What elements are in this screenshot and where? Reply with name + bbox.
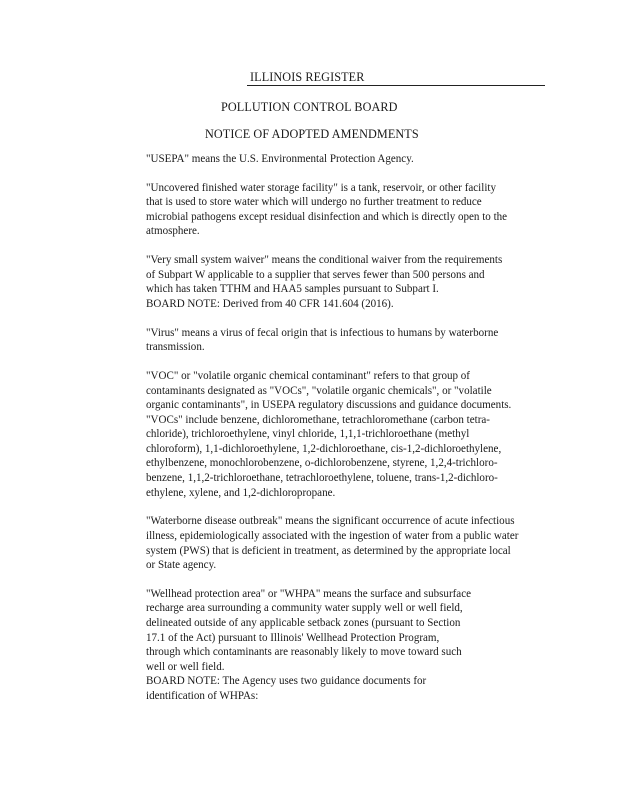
notice-title: NOTICE OF ADOPTED AMENDMENTS xyxy=(205,127,419,141)
paragraph-line: microbial pathogens except residual disinfection and which is directly open to the xyxy=(146,210,508,223)
definition-paragraph xyxy=(146,152,546,167)
paragraph-line: through which contaminants are reasonably likely to move toward such xyxy=(146,646,462,659)
paragraph-line: delineated outside of any applicable setback zones (pursuant to Section xyxy=(146,617,461,629)
paragraph-line: "Virus" means a virus of fecal origin that is infectious to humans by waterborne xyxy=(146,326,499,339)
document-body xyxy=(146,152,546,718)
paragraph-line: or State agency. xyxy=(146,559,217,572)
paragraph-line: ethylene, xylene, and 1,2-dichloropropane. xyxy=(146,486,336,499)
paragraph-line: system (PWS) that is deficient in treatment, as determined by the appropriate local xyxy=(146,544,511,557)
definition-paragraph xyxy=(146,181,546,239)
paragraph-line: identification of WHPAs: xyxy=(146,689,259,702)
header-rule xyxy=(247,85,545,86)
register-title: ILLINOIS REGISTER xyxy=(250,70,365,84)
paragraph-line: chloroform), 1,1-dichloroethylene, 1,2-dichloroethane, cis-1,2-dichloroethylene, xyxy=(146,442,502,455)
definition-paragraph xyxy=(146,514,546,572)
paragraph-line: atmosphere. xyxy=(146,225,200,238)
paragraph-line: organic contaminants", in USEPA regulatory discussions and guidance documents. xyxy=(146,399,512,412)
paragraph-line: benzene, 1,1,2-trichloroethane, tetrachloroethylene, toluene, trans-1,2-dichloro- xyxy=(146,472,498,485)
definition-paragraph xyxy=(146,369,546,500)
paragraph-line: BOARD NOTE: The Agency uses two guidance documents for xyxy=(146,675,427,688)
paragraph-line: "VOC" or "volatile organic chemical contaminant" refers to that group of xyxy=(146,370,470,383)
paragraph-line: ethylbenzene, monochlorobenzene, o-dichlorobenzene, styrene, 1,2,4-trichloro- xyxy=(146,457,498,470)
paragraph-line: "VOCs" include benzene, dichloromethane, tetrachloromethane (carbon tetra- xyxy=(146,413,490,426)
paragraph-line: well or well field. xyxy=(146,660,225,673)
definition-paragraph xyxy=(146,253,546,311)
definition-paragraph xyxy=(146,326,546,355)
paragraph-line: "USEPA" means the U.S. Environmental Protection Agency. xyxy=(146,153,414,165)
paragraph-line: "Wellhead protection area" or "WHPA" means the surface and subsurface xyxy=(146,587,472,600)
definition-paragraph xyxy=(146,587,546,703)
paragraph-line: which has taken TTHM and HAA5 samples pursuant to Subpart I. xyxy=(146,283,439,296)
paragraph-line: contaminants designated as "VOCs", "volatile organic chemicals", or "volatile xyxy=(146,384,492,397)
paragraph-line: chloride), trichloroethylene, vinyl chloride, 1,1,1-trichloroethane (methyl xyxy=(146,428,470,441)
board-title: POLLUTION CONTROL BOARD xyxy=(221,100,398,114)
paragraph-line: that is used to store water which will undergo no further treatment to reduce xyxy=(146,196,482,209)
paragraph-line: "Very small system waiver" means the conditional waiver from the requirements xyxy=(146,254,503,267)
paragraph-line: "Waterborne disease outbreak" means the significant occurrence of acute infectious xyxy=(146,515,515,528)
paragraph-line: 17.1 of the Act) pursuant to Illinois' Wellhead Protection Program, xyxy=(146,631,440,644)
paragraph-line: transmission. xyxy=(146,341,205,354)
paragraph-line: recharge area surrounding a community water supply well or well field, xyxy=(146,602,463,615)
paragraph-line: of Subpart W applicable to a supplier that serves fewer than 500 persons and xyxy=(146,268,485,281)
paragraph-line: BOARD NOTE: Derived from 40 CFR 141.604 (2016). xyxy=(146,297,394,310)
paragraph-line: "Uncovered finished water storage facility" is a tank, reservoir, or other facility xyxy=(146,181,496,194)
paragraph-line: illness, epidemiologically associated with the ingestion of water from a public water xyxy=(146,529,519,542)
